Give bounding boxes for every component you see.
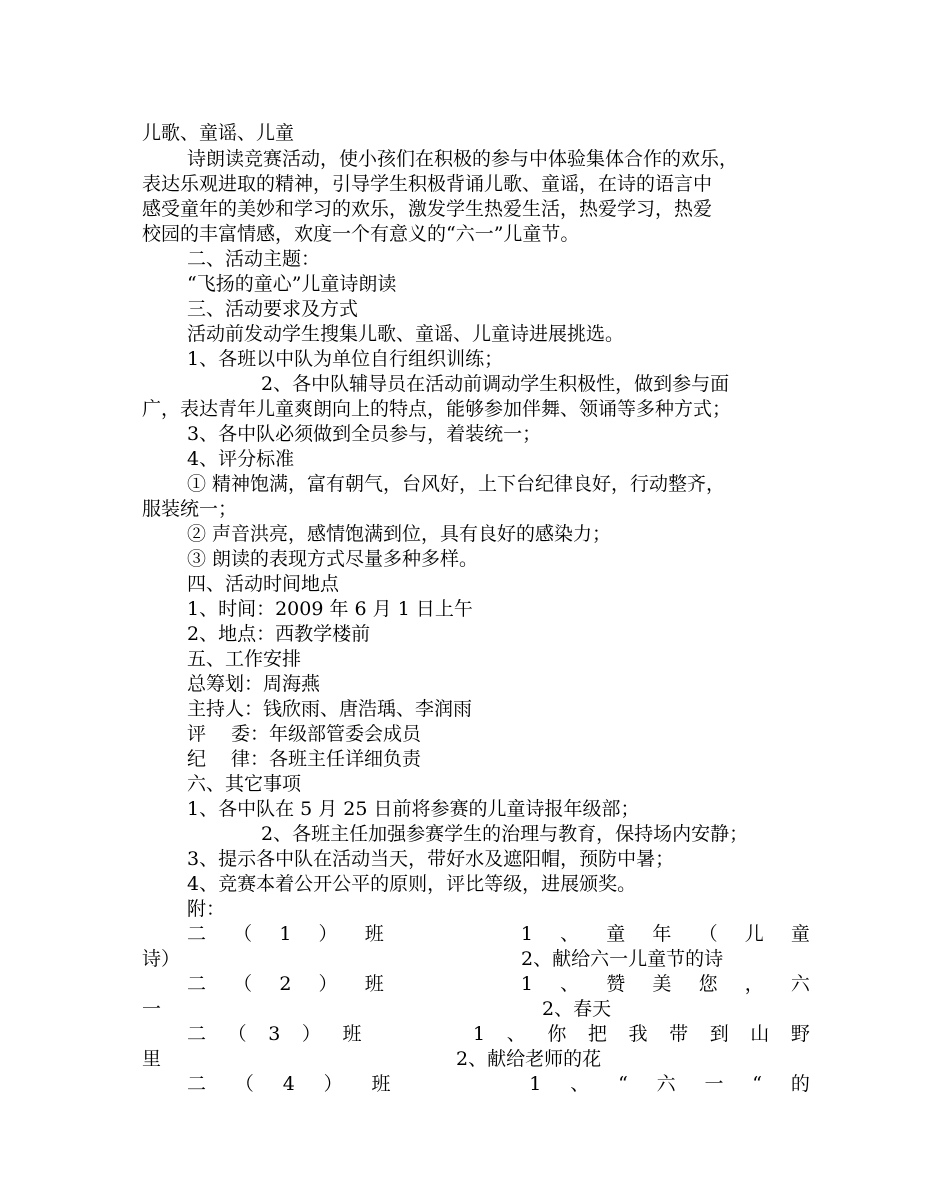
- program-row: [187, 922, 810, 946]
- program-char: 、: [570, 1073, 590, 1095]
- program-char: （: [233, 973, 253, 995]
- list-item: 3、各中队必须做到全员参与，着装统一；: [187, 423, 542, 445]
- section-heading: 五、工作安排: [187, 648, 302, 670]
- program-char: 班: [364, 973, 384, 995]
- program-char: 一: [704, 1073, 724, 1095]
- staff-line: 评 委：年级部管委会成员: [187, 723, 422, 745]
- program-char: 赞: [606, 973, 626, 995]
- program-char: 、: [560, 973, 580, 995]
- program-row: [187, 1022, 810, 1046]
- criteria-item: ③ 朗读的表现方式尽量多种多样。: [187, 548, 479, 570]
- program-char: 1: [529, 1073, 542, 1095]
- program-char: 、: [560, 923, 580, 945]
- program-char: 1: [279, 923, 292, 945]
- program-char: 把: [587, 1023, 607, 1045]
- program-char: （: [698, 923, 718, 945]
- program-char: ）: [301, 1023, 321, 1045]
- list-item: 2、各班主任加强参赛学生的治理与教育，保持场内安静；: [261, 823, 749, 845]
- program-char: 您: [698, 973, 718, 995]
- program-char: 二: [187, 1073, 207, 1095]
- program-char: （: [227, 1023, 247, 1045]
- program-char: ）: [318, 973, 338, 995]
- appendix-heading: 附：: [187, 898, 226, 920]
- program-char: 到: [709, 1023, 729, 1045]
- program-char: 4: [282, 1073, 295, 1095]
- program-char: 儿: [744, 923, 764, 945]
- staff-line: 纪 律：各班主任详细负责: [187, 748, 422, 770]
- program-char: 六: [656, 1073, 676, 1095]
- list-item: 1、各班以中队为单位自行组织训练；: [187, 348, 504, 370]
- program-title: 2、献给六一儿童节的诗: [521, 948, 724, 970]
- program-char: 六: [790, 973, 810, 995]
- program-title: 2、春天: [542, 998, 612, 1020]
- paragraph-line: 表达乐观进取的精神，引导学生积极背诵儿歌、童谣，在诗的语言中: [142, 173, 713, 195]
- staff-line: 总筹划：周海燕: [187, 673, 321, 695]
- text-line: “飞扬的童心”儿童诗朗读: [187, 273, 397, 295]
- program-char: 班: [342, 1023, 362, 1045]
- program-char: 童: [790, 923, 810, 945]
- program-char: “: [618, 1073, 628, 1095]
- list-item: 4、竞赛本着公开公平的原则，评比等级，进展颁奖。: [187, 873, 637, 895]
- list-item-continuation: 广，表达青年儿童爽朗向上的特点，能够参加伴舞、领诵等多种方式；: [142, 398, 732, 420]
- program-char: 你: [547, 1023, 567, 1045]
- program-title: 2、献给老师的花: [456, 1048, 602, 1070]
- paragraph-line: 校园的丰富情感，欢度一个有意义的“六一”儿童节。: [142, 223, 580, 245]
- program-char: 2: [279, 973, 292, 995]
- list-item: 2、各中队辅导员在活动前调动学生积极性，做到参与面: [261, 373, 730, 395]
- program-row-continuation: 诗）: [142, 948, 181, 970]
- program-char: （: [233, 923, 253, 945]
- program-char: ，: [744, 973, 764, 995]
- program-row: [187, 1072, 810, 1096]
- program-char: 二: [187, 1023, 207, 1045]
- staff-line: 主持人：钱欣雨、唐浩瑀、李润雨: [187, 698, 473, 720]
- program-char: 、: [506, 1023, 526, 1045]
- text-line: 活动前发动学生搜集儿歌、童谣、儿童诗进展挑选。: [187, 323, 625, 345]
- program-char: 班: [371, 1073, 391, 1095]
- program-char: 美: [652, 973, 672, 995]
- criteria-item: ② 声音洪亮，感情饱满到位，具有良好的感染力；: [187, 523, 612, 545]
- program-char: ）: [323, 1073, 343, 1095]
- paragraph-line: 感受童年的美妙和学习的欢乐，激发学生热爱生活，热爱学习，热爱: [142, 198, 713, 220]
- paragraph-line: 诗朗读竞赛活动，使小孩们在积极的参与中体验集体合作的欢乐，: [187, 148, 739, 170]
- program-char: 带: [669, 1023, 689, 1045]
- program-char: 二: [187, 923, 207, 945]
- program-char: 山: [750, 1023, 770, 1045]
- program-char: “: [752, 1073, 763, 1095]
- list-item: 3、提示各中队在活动当天，带好水及遮阳帽，预防中暑；: [187, 848, 675, 870]
- program-char: 1: [520, 973, 533, 995]
- list-item: 2、地点：西教学楼前: [187, 623, 371, 645]
- text-line: 儿歌、童谣、儿童: [142, 122, 295, 144]
- section-heading: 三、活动要求及方式: [187, 298, 359, 320]
- program-char: 3: [268, 1023, 281, 1045]
- criteria-item: ① 精神饱满，富有朝气，台风好，上下台纪律良好，行动整齐，: [187, 473, 726, 495]
- program-row-continuation: 一: [142, 998, 162, 1020]
- program-char: 1: [473, 1023, 486, 1045]
- program-row-continuation: 里: [142, 1048, 162, 1070]
- list-item: 4、评分标准: [187, 448, 295, 470]
- program-char: （: [234, 1073, 254, 1095]
- criteria-item-continuation: 服装统一；: [142, 498, 238, 520]
- list-item: 1、各中队在 5 月 25 日前将参赛的儿童诗报年级部；: [187, 798, 640, 820]
- program-char: 年: [652, 923, 672, 945]
- program-char: 我: [628, 1023, 648, 1045]
- program-char: 童: [606, 923, 626, 945]
- program-char: 1: [520, 923, 533, 945]
- program-char: 班: [364, 923, 384, 945]
- section-heading: 六、其它事项: [187, 773, 302, 795]
- program-char: 的: [790, 1073, 810, 1095]
- program-char: ）: [318, 923, 338, 945]
- program-char: 野: [790, 1023, 810, 1045]
- section-heading: 二、活动主题：: [187, 248, 321, 270]
- program-char: 二: [187, 973, 207, 995]
- list-item: 1、时间：2009 年 6 月 1 日上午: [187, 598, 473, 620]
- section-heading: 四、活动时间地点: [187, 573, 340, 595]
- program-row: [187, 972, 810, 996]
